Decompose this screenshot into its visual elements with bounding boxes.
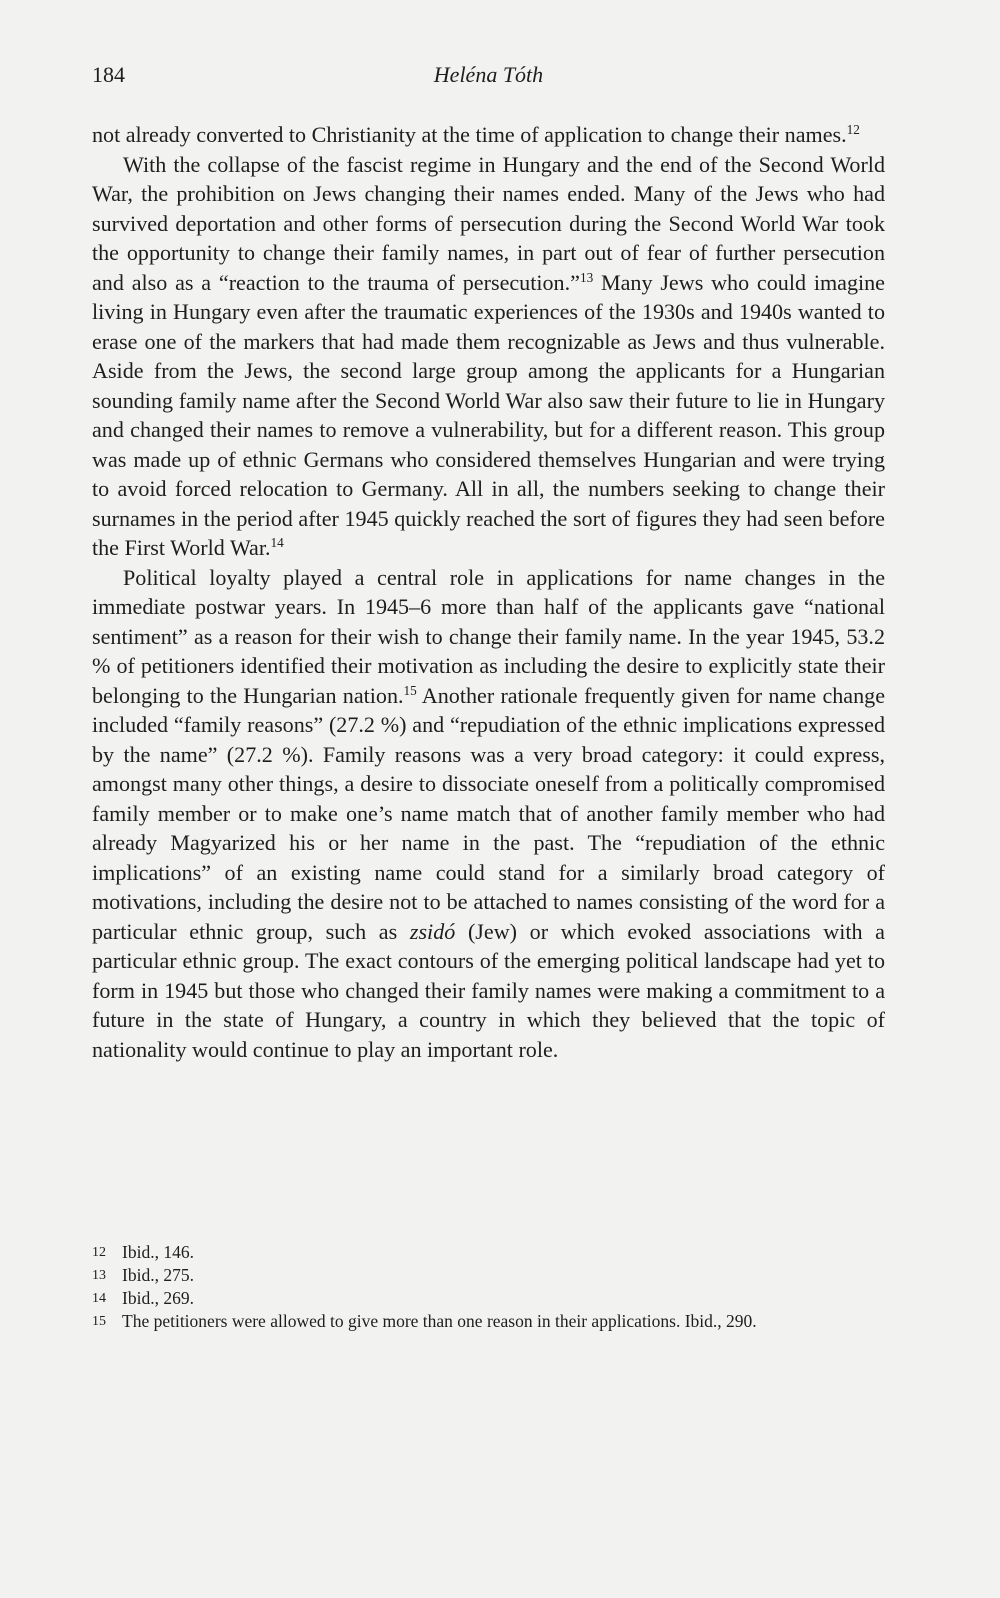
- footnote-13: [92, 1264, 885, 1287]
- footnote-number: 13: [92, 1268, 106, 1283]
- footnote-text: Ibid., 146.: [122, 1242, 194, 1262]
- footnote-text: The petitioners were allowed to give more than one reason in their applications. Ibid., 290.: [122, 1311, 757, 1331]
- paragraph-3: [92, 563, 885, 1065]
- page-number: 184: [92, 62, 125, 87]
- running-head: [92, 62, 885, 92]
- paragraph-1-text: not already converted to Christianity at the time of application to change their names.: [92, 122, 847, 147]
- footnote-text: Ibid., 269.: [122, 1288, 194, 1308]
- paragraph-3-text-b: Another rationale frequently given for name change included “family reasons” (27.2 %) and “repudiation of the ethnic implications expressed by the name” (27.2 %). Family reasons was a very broad category: it could express, amongst many other things, a desire to dissociate oneself from a politically compromised family member or to make one’s name match that of another family member who had already Magyarized his or her name in the past. The “repudiation of the ethnic implications” of an existing name could stand for a similarly broad category of motivations, including the desire not to be attached to names consisting of the word for a particular ethnic group, such as: [92, 682, 886, 944]
- paragraph-2-text-a: With the collapse of the fascist regime in Hungary and the end of the Second World War, the prohibition on Jews changing their names ended. Many of the Jews who had survived deportation and other forms of persecution during the Second World War took the opportunity to change their family names, in part out of fear of further persecution and also as a “reaction to the trauma of persecution.”: [92, 151, 885, 295]
- paragraph-1: [92, 120, 885, 150]
- paragraph-3-text-c: (Jew) or which evoked associations with a particular ethnic group. The exact contours of the emerging political landscape had yet to form in 1945 but those who changed their family names were making a commitment to a future in the state of Hungary, a country in which they believed that the topic of nationality would continue to play an important role.: [92, 918, 885, 1062]
- footnote-number: 15: [92, 1314, 106, 1329]
- italic-term: zsidó: [409, 918, 456, 944]
- footnote-15: [92, 1310, 885, 1333]
- running-head-author: Heléna Tóth: [433, 62, 544, 87]
- body-text: [92, 120, 885, 1064]
- paragraph-3-text-a: Political loyalty played a central role in applications for name changes in the immediate postwar years. In 1945–6 more than half of the applicants gave “national sentiment” as a reason for their wish to change their family name. In the year 1945, 53.2 % of petitioners identified their motivation as including the desire to explicitly state their belonging to the Hungarian nation.: [92, 564, 885, 708]
- footnote-ref-14: 14: [270, 535, 284, 551]
- footnote-12: [92, 1241, 885, 1264]
- footnote-ref-13: 13: [579, 269, 594, 285]
- footnotes: [92, 1241, 885, 1333]
- footnote-number: 14: [92, 1291, 106, 1306]
- footnote-number: 12: [92, 1245, 106, 1260]
- footnote-text: Ibid., 275.: [122, 1265, 194, 1285]
- footnote-ref-15: 15: [403, 682, 417, 698]
- footnote-14: [92, 1287, 885, 1310]
- paragraph-2: [92, 150, 885, 563]
- footnote-ref-12: 12: [846, 122, 860, 138]
- paragraph-2-text-b: Many Jews who could imagine living in Hungary even after the traumatic experiences of the 1930s and 1940s wanted to erase one of the markers that had made them recognizable as Jews and thus vulnerable. Aside from the Jews, the second large group among the applicants for a Hungarian sounding family name after the Second World War also saw their future to lie in Hungary and changed their names to remove a vulnerability, but for a different reason. This group was made up of ethnic Germans who considered themselves Hungarian and were trying to avoid forced relocation to Germany. All in all, the numbers seeking to change their surnames in the period after 1945 quickly reached the sort of figures they had seen before the First World War.: [92, 269, 885, 560]
